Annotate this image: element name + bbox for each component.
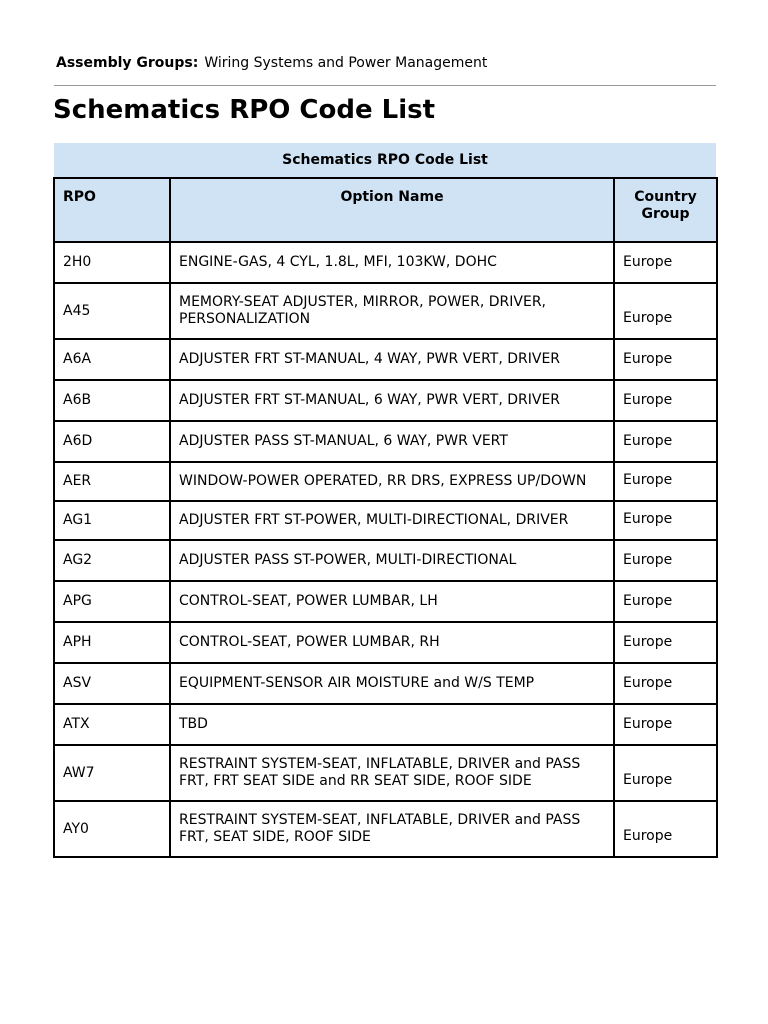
table-row — [54, 339, 717, 380]
option-name-cell: ADJUSTER PASS ST-MANUAL, 6 WAY, PWR VERT — [170, 421, 614, 462]
rpo-code-cell: ATX — [54, 704, 170, 745]
country-group-cell: Europe — [614, 339, 717, 380]
country-group-cell: Europe — [614, 421, 717, 462]
country-group-cell: Europe — [614, 283, 717, 339]
option-name-cell: CONTROL-SEAT, POWER LUMBAR, RH — [170, 622, 614, 663]
option-name-cell: WINDOW-POWER OPERATED, RR DRS, EXPRESS UP/DOWN — [170, 462, 614, 501]
rpo-code-cell: A6D — [54, 421, 170, 462]
table-row — [54, 421, 717, 462]
table-row — [54, 745, 717, 801]
table-caption: Schematics RPO Code List — [54, 143, 716, 177]
option-name-cell: ADJUSTER PASS ST-POWER, MULTI-DIRECTIONAL — [170, 540, 614, 581]
rpo-code-cell: A6B — [54, 380, 170, 421]
rpo-code-cell: AG2 — [54, 540, 170, 581]
country-group-cell: Europe — [614, 501, 717, 540]
table-row — [54, 581, 717, 622]
option-name-cell: CONTROL-SEAT, POWER LUMBAR, LH — [170, 581, 614, 622]
rpo-code-cell: 2H0 — [54, 242, 170, 283]
table-header-row — [54, 178, 717, 242]
option-name-cell: EQUIPMENT-SENSOR AIR MOISTURE and W/S TEMP — [170, 663, 614, 704]
rpo-code-cell: AY0 — [54, 801, 170, 857]
rpo-code-cell: AG1 — [54, 501, 170, 540]
table-row — [54, 663, 717, 704]
country-group-cell: Europe — [614, 622, 717, 663]
column-header-option-name: Option Name — [170, 178, 614, 242]
country-group-cell: Europe — [614, 380, 717, 421]
option-name-cell: TBD — [170, 704, 614, 745]
table-row — [54, 704, 717, 745]
country-group-cell: Europe — [614, 704, 717, 745]
country-group-cell: Europe — [614, 801, 717, 857]
page-title: Schematics RPO Code List — [53, 95, 436, 125]
assembly-groups-label: Assembly Groups: — [56, 55, 199, 71]
table-row — [54, 801, 717, 857]
country-group-cell: Europe — [614, 242, 717, 283]
country-group-cell: Europe — [614, 663, 717, 704]
option-name-cell: ADJUSTER FRT ST-MANUAL, 4 WAY, PWR VERT, DRIVER — [170, 339, 614, 380]
option-name-cell: ENGINE-GAS, 4 CYL, 1.8L, MFI, 103KW, DOHC — [170, 242, 614, 283]
option-name-cell: MEMORY-SEAT ADJUSTER, MIRROR, POWER, DRIVER, PERSONALIZATION — [170, 283, 614, 339]
assembly-groups-value: Wiring Systems and Power Management — [204, 55, 488, 71]
rpo-code-cell: AER — [54, 462, 170, 501]
option-name-cell: RESTRAINT SYSTEM-SEAT, INFLATABLE, DRIVER and PASS FRT, FRT SEAT SIDE and RR SEAT SIDE, ROOF SIDE — [170, 745, 614, 801]
rpo-code-cell: AW7 — [54, 745, 170, 801]
rpo-code-table — [53, 177, 718, 858]
option-name-cell: ADJUSTER FRT ST-MANUAL, 6 WAY, PWR VERT, DRIVER — [170, 380, 614, 421]
option-name-cell: ADJUSTER FRT ST-POWER, MULTI-DIRECTIONAL, DRIVER — [170, 501, 614, 540]
table-row — [54, 242, 717, 283]
rpo-code-cell: A6A — [54, 339, 170, 380]
rpo-code-cell: APG — [54, 581, 170, 622]
rpo-code-cell: ASV — [54, 663, 170, 704]
column-header-rpo: RPO — [54, 178, 170, 242]
assembly-groups-line — [56, 54, 487, 72]
table-row — [54, 380, 717, 421]
rpo-code-cell: APH — [54, 622, 170, 663]
table-row — [54, 540, 717, 581]
country-group-cell: Europe — [614, 462, 717, 501]
option-name-cell: RESTRAINT SYSTEM-SEAT, INFLATABLE, DRIVER and PASS FRT, SEAT SIDE, ROOF SIDE — [170, 801, 614, 857]
table-row — [54, 622, 717, 663]
header-divider — [54, 85, 716, 86]
rpo-code-cell: A45 — [54, 283, 170, 339]
country-group-cell: Europe — [614, 745, 717, 801]
table-row — [54, 283, 717, 339]
table-row — [54, 501, 717, 540]
country-group-cell: Europe — [614, 540, 717, 581]
column-header-country-group: Country Group — [614, 178, 717, 242]
table-row — [54, 462, 717, 501]
country-group-cell: Europe — [614, 581, 717, 622]
